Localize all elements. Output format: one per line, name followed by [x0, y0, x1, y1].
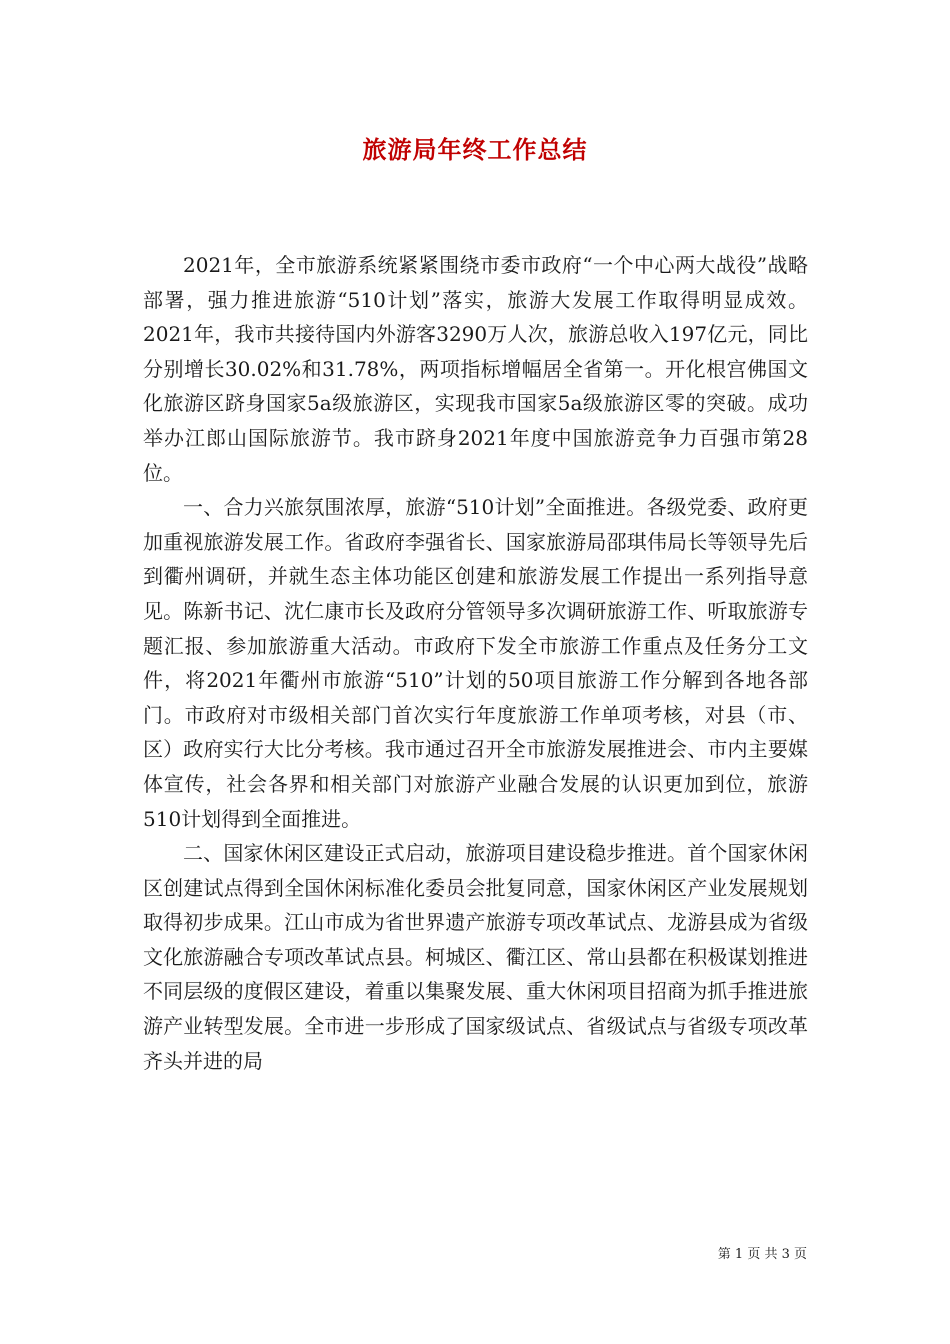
- paragraph-intro: 2021年，全市旅游系统紧紧围绕市委市政府“一个中心两大战役”战略部署，强力推进旅游“510计划”落实，旅游大发展工作取得明显成效。2021年，我市共接待国内外游客3290万人次，旅游总收入197亿元，同比分别增长30.02%和31.78%，两项指标增幅居全省第一。开化根宫佛国文化旅游区跻身国家5a级旅游区，实现我市国家5a级旅游区零的突破。成功举办江郎山国际旅游节。我市跻身2021年度中国旅游竞争力百强市第28位。: [143, 253, 808, 485]
- paragraph-section-1: 一、合力兴旅氛围浓厚，旅游“510计划”全面推进。各级党委、政府更加重视旅游发展工作。省政府李强省长、国家旅游局邵琪伟局长等领导先后到衢州调研，并就生态主体功能区创建和旅游发展工作提出一系列指导意见。陈新书记、沈仁康市长及政府分管领导多次调研旅游工作、听取旅游专题汇报、参加旅游重大活动。市政府下发全市旅游工作重点及任务分工文件，将2021年衢州市旅游“510”计划的50项目旅游工作分解到各地各部门。市政府对市级相关部门首次实行年度旅游工作单项考核，对县（市、区）政府实行大比分考核。我市通过召开全市旅游发展推进会、市内主要媒体宣传，社会各界和相关部门对旅游产业融合发展的认识更加到位，旅游510计划得到全面推进。: [143, 495, 808, 831]
- document-body: [143, 248, 808, 1078]
- document-title: 旅游局年终工作总结: [362, 136, 588, 164]
- page-number: 第 1 页 共 3 页: [717, 1247, 807, 1262]
- paragraph-section-2: 二、国家休闲区建设正式启动，旅游项目建设稳步推进。首个国家休闲区创建试点得到全国休闲标准化委员会批复同意，国家休闲区产业发展规划取得初步成果。江山市成为省世界遗产旅游专项改革试点、龙游县成为省级文化旅游融合专项改革试点县。柯城区、衢江区、常山县都在积极谋划推进不同层级的度假区建设，着重以集聚发展、重大休闲项目招商为抓手推进旅游产业转型发展。全市进一步形成了国家级试点、省级试点与省级专项改革齐头并进的局: [143, 841, 808, 1073]
